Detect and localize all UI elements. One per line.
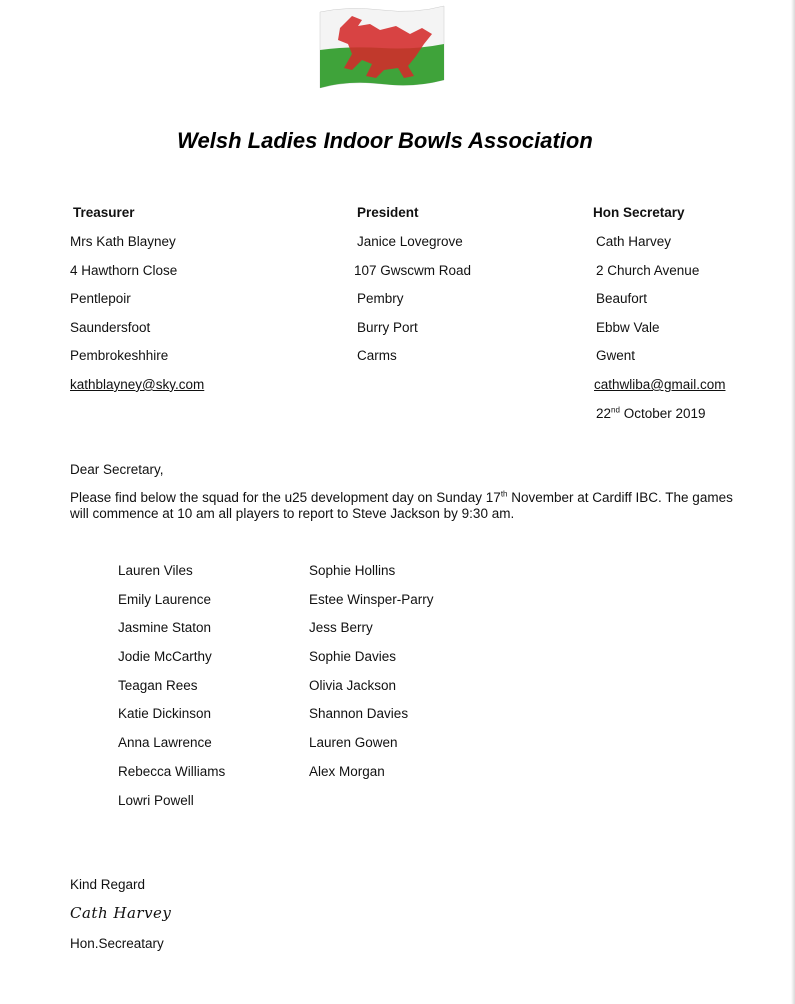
treasurer-name: Mrs Kath Blayney <box>70 234 176 249</box>
letter-date: 22nd October 2019 <box>596 405 706 421</box>
player-name: Lauren Viles <box>118 563 193 578</box>
player-name: Rebecca Williams <box>118 763 226 779</box>
player-name: Lauren Gowen <box>309 735 398 751</box>
secretary-address-line: 2 Church Avenue <box>596 262 700 278</box>
body-paragraph: Please find below the squad for the u25 development day on Sunday 17th November at Cardiff IBC. The games will commence at 10 am all players to report to Steve Jackson by 9:30 am. <box>70 489 733 521</box>
president-address <box>354 234 471 377</box>
player-name: Jasmine Staton <box>118 620 212 636</box>
treasurer-address <box>70 234 204 406</box>
secretary-address-line: Gwent <box>596 348 636 364</box>
treasurer-address-line: Saundersfoot <box>70 319 151 335</box>
treasurer-address-line: Pentlepoir <box>70 291 131 307</box>
president-name: Janice Lovegrove <box>357 234 463 249</box>
secretary-address-line: Ebbw Vale <box>596 319 660 335</box>
player-name: Anna Lawrence <box>118 735 212 751</box>
treasurer-heading: Treasurer <box>73 205 135 220</box>
player-name: Estee Winsper-Parry <box>309 591 434 607</box>
president-address-line: 107 Gwscwm Road <box>354 262 472 278</box>
signature: Cath Harvey <box>70 904 172 922</box>
page-edge-shadow <box>791 0 795 1004</box>
signatory-title: Hon.Secreatary <box>70 936 164 951</box>
secretary-address-line: Beaufort <box>596 291 648 307</box>
secretary-address <box>594 234 726 434</box>
treasurer-email-link[interactable]: kathblayney@sky.com <box>70 376 205 392</box>
player-name: Lowri Powell <box>118 792 194 808</box>
secretary-heading: Hon Secretary <box>593 205 685 220</box>
player-list-left <box>118 563 225 821</box>
president-address-line: Pembry <box>357 291 404 307</box>
player-name: Teagan Rees <box>118 677 198 693</box>
player-name: Alex Morgan <box>309 763 385 779</box>
treasurer-column <box>73 205 135 233</box>
salutation: Dear Secretary, <box>70 462 164 477</box>
player-name: Emily Laurence <box>118 591 212 607</box>
player-list-right <box>309 563 434 793</box>
president-heading: President <box>357 205 419 220</box>
treasurer-address-line: Pembrokeshhire <box>70 348 169 364</box>
player-name: Sophie Hollins <box>309 563 396 578</box>
player-name: Olivia Jackson <box>309 677 397 693</box>
player-name: Sophie Davies <box>309 649 397 665</box>
president-address-line: Carms <box>357 348 397 364</box>
secretary-column <box>593 205 685 233</box>
page-title: Welsh Ladies Indoor Bowls Association <box>177 128 593 153</box>
president-address-line: Burry Port <box>357 319 418 335</box>
treasurer-address-line: 4 Hawthorn Close <box>70 262 178 278</box>
president-column <box>357 205 419 233</box>
player-name: Katie Dickinson <box>118 706 212 722</box>
secretary-email-link[interactable]: cathwliba@gmail.com <box>594 376 726 392</box>
player-name: Jess Berry <box>309 620 373 636</box>
player-name: Jodie McCarthy <box>118 649 212 665</box>
player-name: Shannon Davies <box>309 706 409 722</box>
closing: Kind Regard <box>70 877 146 892</box>
welsh-flag-icon <box>318 4 446 90</box>
secretary-name: Cath Harvey <box>596 234 672 249</box>
